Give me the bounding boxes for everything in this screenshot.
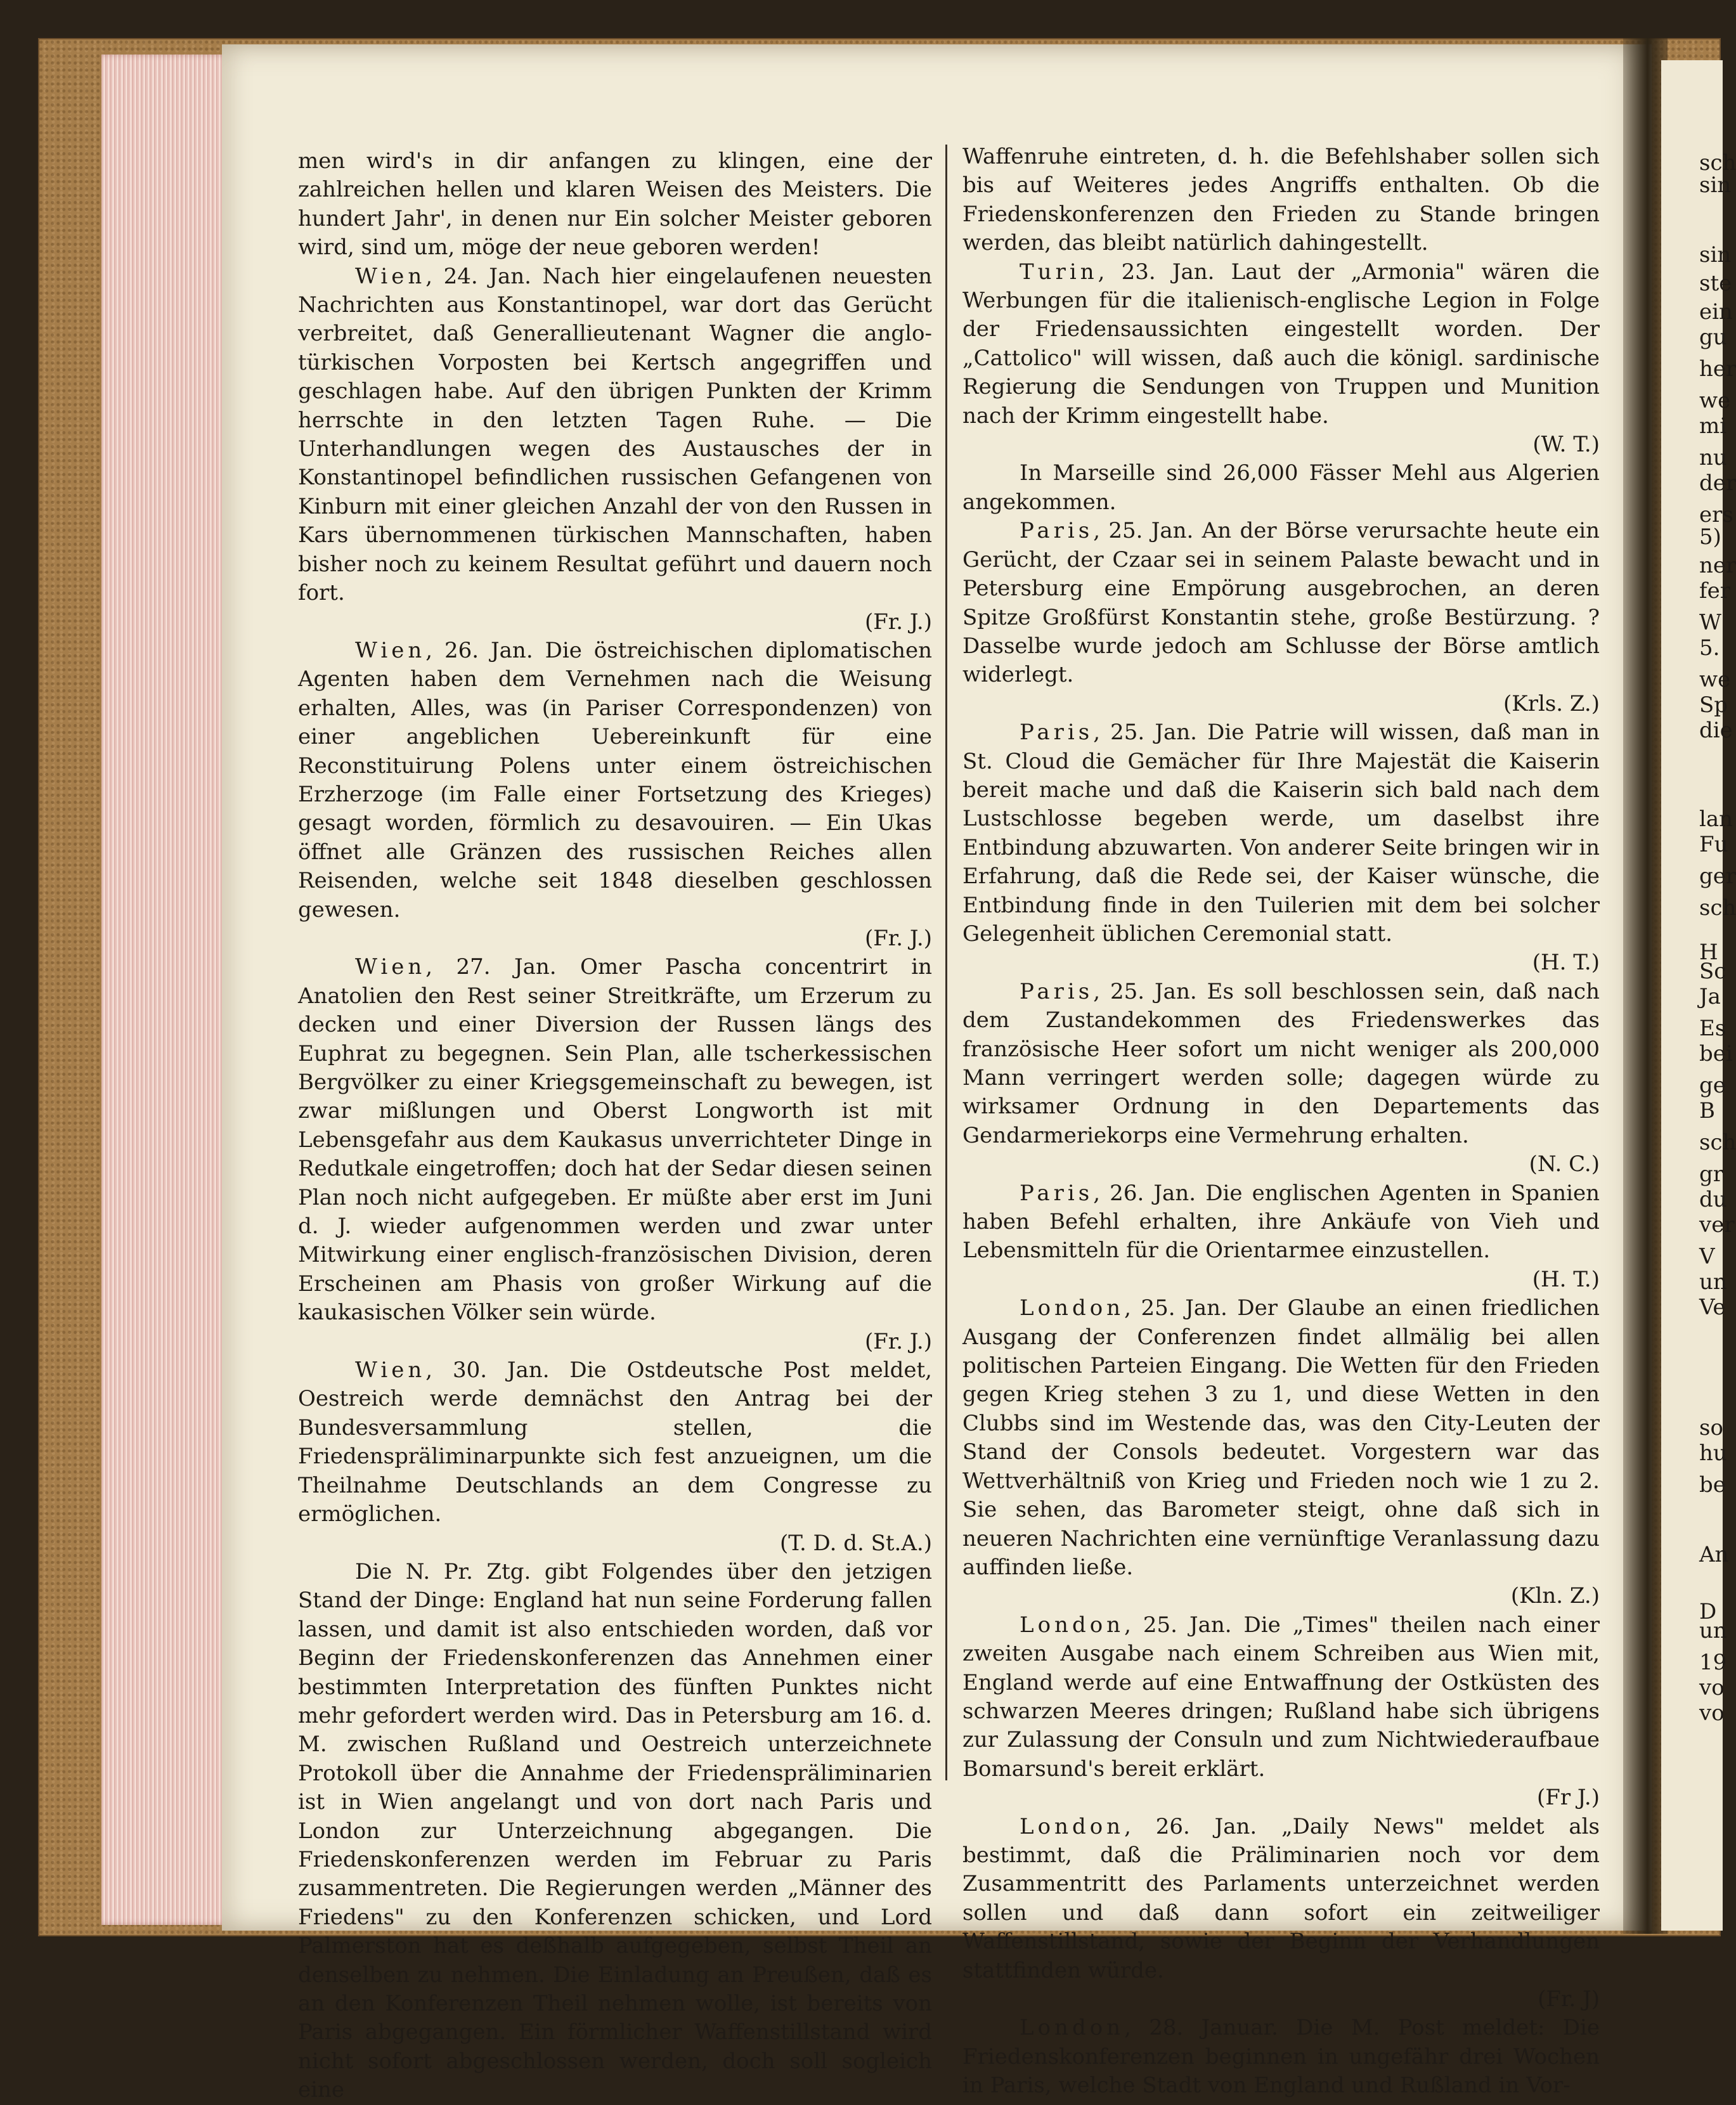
facing-page-fragment: du [1699,1187,1727,1212]
dateline-place: Wien [355,1357,426,1383]
facing-page-fragment: Sp [1699,692,1728,718]
left-column [298,147,932,2105]
dateline-place: Paris [1020,978,1094,1004]
article-paragraph [962,2014,1600,2100]
article-paragraph [962,143,1600,258]
dateline-place: Wien [355,637,426,663]
source-citation: (Fr. J.) [864,925,932,951]
article-text: , 25. Jan. Der Glaube an einen friedlichen Ausgang der Conferenzen findet allmälig bei allen politischen Parteien Eingang. Die Wetten für den Frieden gegen Krieg stehen 3 zu 1, und diese Wetten in den Clubbs sind im Westende das, was den City-Leuten der Stand der Consols bedeutet. Vorgestern war das Wettverhältniß von Krieg und Frieden noch wie 1 zu 2. Sie sehen, das Barometer steigt, ohne daß sich in neueren Nachrichten eine vernünftige Veranlassung dazu auffinden ließe. [962,1295,1600,1580]
facing-page-fragment: die [1699,718,1733,743]
article-paragraph [962,1294,1600,1610]
source-citation: (Fr J.) [1537,1785,1600,1811]
facing-page-fragment: ger [1699,864,1736,889]
facing-page-fragment: ner [1699,553,1736,578]
facing-page-fragment: gr [1699,1162,1724,1187]
article-paragraph [962,258,1600,460]
right-column [962,143,1600,2101]
article-text: , 25. Jan. An der Börse verursachte heute ein Gerücht, der Czaar sei in seinem Palaste bewacht und in Petersburg eine Empörung ausgebrochen, an deren Spitze Großfürst Konstantin stehe, große Bestürzung. ? Dasselbe wurde jedoch am Schlusse der Börse amtlich widerlegt. [962,518,1600,688]
facing-page-fragment: Ve [1699,1295,1726,1320]
dateline-place: Turin [1020,259,1098,285]
article-text: , 26. Jan. Die östreichischen diplomatischen Agenten haben dem Vernehmen nach die Weisung erhalten, Alles, was (in Pariser Correspondenzen) von einer angeblichen Uebereinkunft für eine Reconstituirung Polens unter einem östreichischen Erzherzoge (im Falle einer Fortsetzung des Krieges) gesagt worden, förmlich zu desavouiren. — Ein Ukas öffnet alle Gränzen des russischen Reiches allen Reisenden, welche seit 1848 dieselben geschlossen gewesen. [298,637,932,923]
article-text: , 26. Jan. „Daily News" meldet als bestimmt, daß die Präliminarien noch vor dem Zusammentritt des Parlaments unterzeichnet werden sollen und daß dann sofort ein zeitweiliger Waffenstillstand, sowie der Beginn der Verhandlungen stattfinden würde. [962,1813,1600,1983]
dateline-place: London [1020,1813,1125,1839]
article-paragraph [962,459,1600,517]
facing-page-fragment: H [1699,940,1718,965]
facing-page-fragment: un [1699,1618,1727,1643]
article-paragraph [962,718,1600,978]
facing-page-fragment: Ja [1699,984,1721,1009]
dateline-place: Paris [1020,720,1094,746]
facing-page-fragment: be [1699,1472,1726,1498]
facing-page-fragment: ste [1699,271,1732,296]
source-citation: (W. T.) [1532,432,1600,458]
facing-page-fragment: gu [1699,325,1727,350]
article-text: Waffenruhe eintreten, d. h. die Befehlshaber sollen sich bis auf Weiteres jedes Angriffs enthalten. Ob die Friedenskonferenzen den Frieden zu Stande bringen werden, das bleibt natürlich dahingestellt. [962,144,1600,256]
facing-page-fragment: 19 [1699,1650,1727,1675]
article-text: , 26. Jan. Die englischen Agenten in Spanien haben Befehl erhalten, ihre Ankäufe von Vieh und Lebensmitteln für die Orientarmee einzustellen. [962,1180,1600,1264]
article-paragraph [298,147,932,262]
facing-page-fragment: 5) [1699,524,1721,550]
column-rule [945,145,947,1780]
dateline-place: London [1020,2015,1125,2041]
source-citation: (Krls. Z.) [1503,690,1600,716]
facing-page-fragment: nu [1699,445,1727,470]
source-citation: (Fr. J) [1538,1986,1600,2012]
facing-page-fragment: vo [1699,1675,1725,1700]
facing-page-fragment: mi [1699,413,1727,439]
source-citation: (H. T.) [1532,1266,1600,1292]
dateline-place: London [1020,1295,1125,1321]
source-citation: (Fr. J.) [864,1328,932,1354]
dateline-place: Wien [355,263,426,289]
article-paragraph [962,1813,1600,2014]
facing-page-fragment: hu [1699,1441,1727,1466]
source-citation: (H. T.) [1532,950,1600,976]
facing-page-fragment: sch [1699,1130,1736,1155]
article-text: , 24. Jan. Nach hier eingelaufenen neuesten Nachrichten aus Konstantinopel, war dort das Gerücht verbreitet, daß Generallieutenant Wagner die anglo-türkischen Vorposten bei Kertsch angegriffen und geschlagen habe. Auf den übrigen Punkten der Krimm herrschte in den letzten Tagen Ruhe. — Die Unterhandlungen wegen des Austausches der in Konstantinopel befindlichen russischen Gefangenen von Kinburn mit einer gleichen Anzahl der von den Russen in Kars übernommenen türkischen Mannschaften, haben bisher noch zu keinem Resultat geführt und dauern noch fort. [298,263,932,606]
facing-page-fragment: her [1699,356,1736,382]
dateline-place: Paris [1020,1180,1094,1206]
article-paragraph [298,637,932,953]
article-paragraph [298,1558,932,2105]
facing-page-fragment: W [1699,610,1721,635]
article-text: Die N. Pr. Ztg. gibt Folgendes über den jetzigen Stand der Dinge: England hat nun seine Forderung fallen lassen, und damit ist also entschieden worden, daß vor Beginn der Friedenskonferenzen das Annehmen einer bestimmten Interpretation des fünften Punktes nicht mehr gefordert werden wird. Das in Petersburg am 16. d. M. zwischen Rußland und Oestreich unterzeichnete Protokoll über die Annahme der Friedenspräliminarien ist in Wien angelangt und von dort nach Paris und London zur Unterzeichnung abgegangen. Die Friedenskonferenzen werden im Februar zu Paris zusammentreten. Die Regierungen werden „Männer des Friedens" zu den Konferenzen schicken, und Lord Palmerston hat es deßhalb aufgegeben, selbst Theil an denselben zu nehmen. Die Einladung an Preußen, daß es an den Konferenzen Theil nehmen wolle, ist bereits von Paris abgegangen. Ein förmlicher Waffenstillstand wird nicht sofort abgeschlossen werden, doch soll sogleich eine [298,1558,932,2103]
article-paragraph [298,953,932,1356]
facing-page-fragment: 5. [1699,635,1720,661]
facing-page-fragment: B [1699,1098,1715,1124]
article-text: men wird's in dir anfangen zu klingen, eine der zahlreichen hellen und klaren Weisen des Meisters. Die hundert Jahr', in denen nur Ein solcher Meister geboren wird, sind um, möge der neue geboren werden! [298,148,932,261]
dateline-place: Wien [355,954,426,980]
facing-page-fragment: so [1699,1415,1723,1441]
facing-page-fragment: An [1699,1542,1729,1567]
article-paragraph [962,1611,1600,1813]
facing-page-fragment: lan [1699,806,1733,832]
facing-page-fragment: sin [1699,172,1732,198]
source-citation: (Fr. J.) [864,609,932,635]
facing-page-fragment: we [1699,667,1731,692]
facing-page-fragment: ge [1699,1073,1726,1098]
facing-page-fragment: fer [1699,578,1730,604]
facing-page-fragment: ers [1699,502,1733,528]
article-text: , 25. Jan. Die Patrie will wissen, daß man in St. Cloud die Gemächer für Ihre Majestät die Kaiserin bereit mache und daß die Kaiserin sich bald nach dem Lustschlosse begeben werde, um daselbst ihre Entbindung abzuwarten. Von anderer Seite bringen wir in Erfahrung, daß die Rede sei, der Kaiser wünsche, die Entbindung finde in den Tuilerien mit dem bei solcher Gelegenheit üblichen Ceremonial statt. [962,720,1600,947]
facing-page-fragment: ein [1699,299,1733,325]
facing-page-fragment: D [1699,1599,1717,1624]
facing-page-fragment: Fu [1699,832,1728,857]
article-paragraph [962,1179,1600,1295]
article-text: , 25. Jan. Die „Times" theilen nach einer zweiten Ausgabe nach einem Schreiben aus Wien mit, England werde auf eine Entwaffnung der Ostküsten des schwarzen Meeres dringen; Rußland habe sich übrigens zur Zulassung der Consuln und zum Nichtwiederaufbaue Bomarsund's bereit erklärt. [962,1612,1600,1782]
facing-page-fragment: Es [1699,1016,1726,1041]
source-citation: (N. C.) [1529,1151,1600,1177]
facing-page-fragment: sch [1699,895,1736,921]
article-paragraph [962,978,1600,1179]
facing-page-fragment: ver [1699,1212,1735,1238]
source-citation: (T. D. d. St.A.) [780,1530,932,1556]
facing-page-fragment: V [1699,1244,1715,1269]
source-citation: (Kln. Z.) [1510,1583,1600,1609]
facing-page-fragment: der [1699,470,1736,496]
facing-page-fragment: we [1699,388,1731,413]
facing-page-fragment: sch [1699,150,1736,176]
facing-page-fragment: vo [1699,1700,1725,1726]
article-text: , 23. Jan. Laut der „Armonia" wären die Werbungen für die italienisch-englische Legion in Folge der Friedensaussichten eingestellt worden. Der „Cattolico" will wissen, daß auch die königl. sardinische Regierung die Sendungen von Truppen und Munition nach der Krimm eingestellt habe. [962,259,1600,429]
facing-page-fragment: un [1699,1269,1727,1295]
dateline-place: Paris [1020,518,1094,544]
article-text: , 25. Jan. Es soll beschlossen sein, daß nach dem Zustandekommen des Friedenswerkes das französische Heer sofort um nicht weniger als 200,000 Mann verringert werden solle; dagegen würde zu wirksamer Ordnung in den Departements das Gendarmeriekorps eine Vermehrung erhalten. [962,978,1600,1148]
article-text: , 30. Jan. Die Ostdeutsche Post meldet, Oestreich werde demnächst den Antrag bei der Bundesversammlung stellen, die Friedenspräliminarpunkte sich fest anzueignen, um die Theilnahme Deutschlands an dem Congresse zu ermöglichen. [298,1357,932,1527]
article-text: , 27. Jan. Omer Pascha concentrirt in Anatolien den Rest seiner Streitkräfte, um Erzerum zu decken und einer Diversion der Russen längs des Euphrat zu begegnen. Sein Plan, alle tscherkessischen Bergvölker zu einer Kriegsgemeinschaft zu bewegen, ist zwar mißlungen und Oberst Longworth ist mit Lebensgefahr aus dem Kaukasus unverrichteter Dinge in Redutkale eingetroffen; doch hat der Sedar diesen seinen Plan noch nicht aufgegeben. Er müßte aber erst im Juni d. J. wieder aufgenommen werden und zwar unter Mitwirkung einer englisch-französischen Division, deren Erscheinen am Phasis von großer Wirkung auf die kaukasischen Völker sein würde. [298,954,932,1326]
facing-page-fragment: bei [1699,1041,1733,1066]
article-paragraph [298,262,932,637]
article-text: In Marseille sind 26,000 Fässer Mehl aus Algerien angekommen. [962,460,1600,515]
article-paragraph [962,517,1600,718]
dateline-place: London [1020,1612,1125,1638]
facing-page-fragment: Sc [1699,959,1726,984]
article-text: , 28. Januar. Die M. Post meldet: Die Friedenskonferenzen beginnen in ungefähr drei Wochen in Paris, welche Stadt von England und Rußland in Vor- [962,2015,1600,2099]
facing-page-fragment: sin [1699,242,1732,268]
article-paragraph [298,1356,932,1558]
